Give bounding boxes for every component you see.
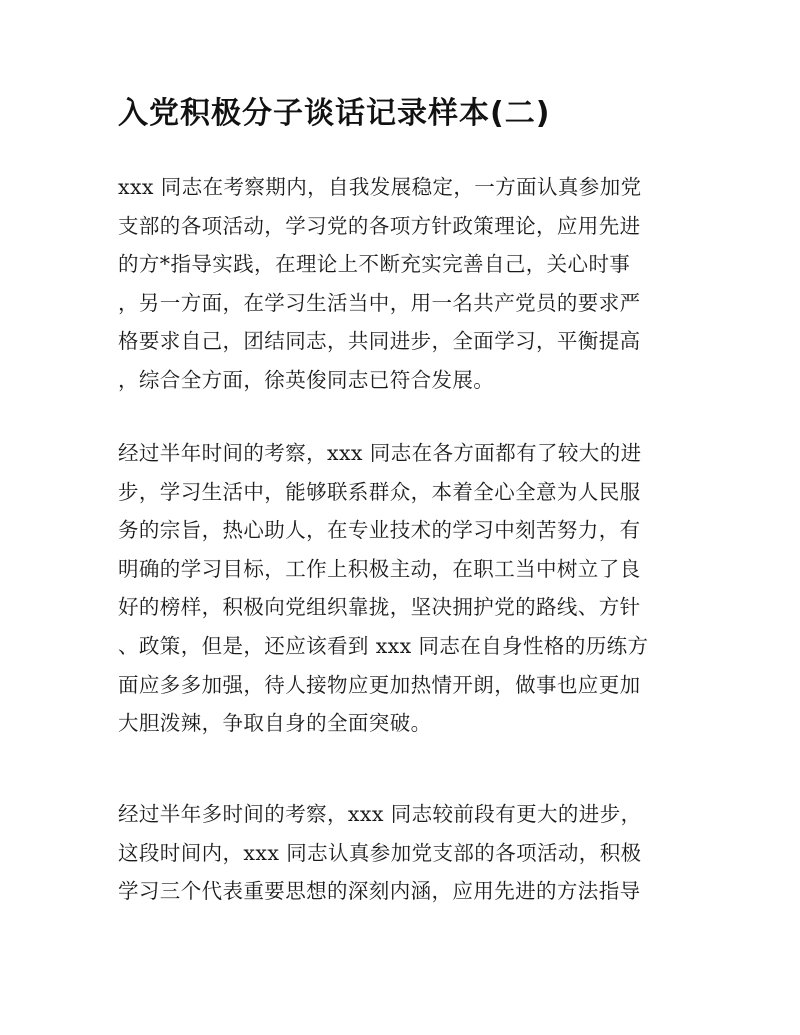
paragraph-line: 步，学习生活中，能够联系群众，本着全心全意为人民服 — [118, 479, 641, 504]
document-title: 入党积极分子谈话记录样本(二) — [118, 96, 551, 131]
paragraph-line: 大胆泼辣，争取自身的全面突破。 — [118, 711, 432, 736]
paragraph-2 — [118, 434, 678, 743]
paragraph-line: 格要求自己，团结同志，共同进步，全面学习，平衡提高 — [118, 329, 641, 354]
paragraph-3 — [118, 795, 678, 911]
paragraph-line: 经过半年多时间的考察，xxx 同志较前段有更大的进步， — [118, 802, 642, 826]
paragraph-line: 经过半年时间的考察，xxx 同志在各方面都有了较大的进 — [118, 441, 642, 465]
paragraph-line: 面应多多加强，待人接物应更加热情开朗，做事也应更加 — [118, 672, 641, 697]
paragraph-1 — [118, 168, 678, 400]
paragraph-line: 明确的学习目标，工作上积极主动，在职工当中树立了良 — [118, 556, 641, 581]
paragraph-line: 学习三个代表重要思想的深刻内涵，应用先进的方法指导 — [118, 879, 641, 904]
paragraph-line: xxx 同志在考察期内，自我发展稳定，一方面认真参加党 — [118, 175, 642, 199]
paragraph-line: 、政策，但是，还应该看到 xxx 同志在自身性格的历练方 — [118, 633, 649, 658]
paragraph-line: 这段时间内，xxx 同志认真参加党支部的各项活动，积极 — [118, 840, 642, 865]
paragraph-line: 的方*指导实践，在理论上不断充实完善自己，关心时事 — [118, 252, 631, 277]
paragraph-line: 好的榜样，积极向党组织靠拢，坚决拥护党的路线、方针 — [118, 595, 641, 620]
paragraph-line: 支部的各项活动，学习党的各项方针政策理论，应用先进 — [118, 213, 641, 238]
paragraph-line: 务的宗旨，热心助人，在专业技术的学习中刻苦努力，有 — [118, 518, 641, 543]
paragraph-line: ，综合全方面，徐英俊同志已符合发展。 — [118, 367, 495, 392]
paragraph-line: ，另一方面，在学习生活当中，用一名共产党员的要求严 — [118, 290, 641, 315]
